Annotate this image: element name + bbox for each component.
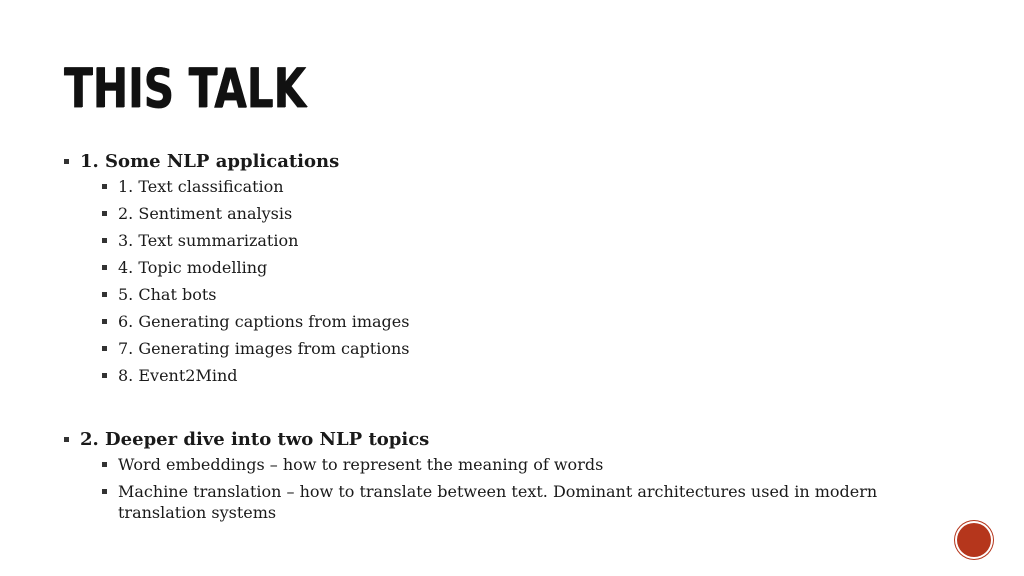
square-bullet-icon: [102, 211, 107, 216]
square-bullet-icon: [102, 265, 107, 270]
list-item: [102, 257, 884, 278]
list-item: [102, 176, 884, 197]
list-item: [102, 230, 884, 251]
list-item-text: 5. Chat bots: [118, 285, 217, 304]
section-heading: 1. Some NLP applications: [80, 151, 340, 172]
section-2: [64, 428, 884, 523]
square-bullet-icon: [102, 373, 107, 378]
square-bullet-icon: [102, 319, 107, 324]
list-item-text: Machine translation – how to translate between text. Dominant architectures used in modern translation systems: [118, 482, 878, 522]
list-item-text: 6. Generating captions from images: [118, 312, 410, 331]
square-bullet-icon: [102, 238, 107, 243]
square-bullet-icon: [102, 462, 107, 467]
square-bullet-icon: [102, 292, 107, 297]
list-item: [102, 365, 884, 386]
list-item: [102, 284, 884, 305]
list-item-text: 3. Text summarization: [118, 231, 299, 250]
bullet-list: [64, 150, 884, 523]
spacer: [64, 392, 884, 428]
list-item: [102, 311, 884, 332]
square-bullet-icon: [102, 489, 107, 494]
list-item-text: 8. Event2Mind: [118, 366, 238, 385]
slide-title: THIS TALK: [64, 57, 307, 120]
square-bullet-icon: [102, 184, 107, 189]
sub-list: [80, 454, 884, 523]
sub-list: [80, 176, 884, 386]
list-item-text: 4. Topic modelling: [118, 258, 268, 277]
list-item: [102, 454, 884, 475]
list-item: [102, 481, 884, 523]
section-heading: 2. Deeper dive into two NLP topics: [80, 429, 430, 450]
top-bar: [0, 0, 1024, 12]
list-item-text: 1. Text classification: [118, 177, 284, 196]
square-bullet-icon: [102, 346, 107, 351]
slide-number-badge: [957, 523, 991, 557]
square-bullet-icon: [64, 159, 69, 164]
list-item-text: 7. Generating images from captions: [118, 339, 410, 358]
list-item: [102, 203, 884, 224]
square-bullet-icon: [64, 437, 69, 442]
section-1: [64, 150, 884, 386]
list-item-text: Word embeddings – how to represent the meaning of words: [118, 455, 604, 474]
slide-content: [64, 150, 884, 529]
list-item-text: 2. Sentiment analysis: [118, 204, 293, 223]
list-item: [102, 338, 884, 359]
